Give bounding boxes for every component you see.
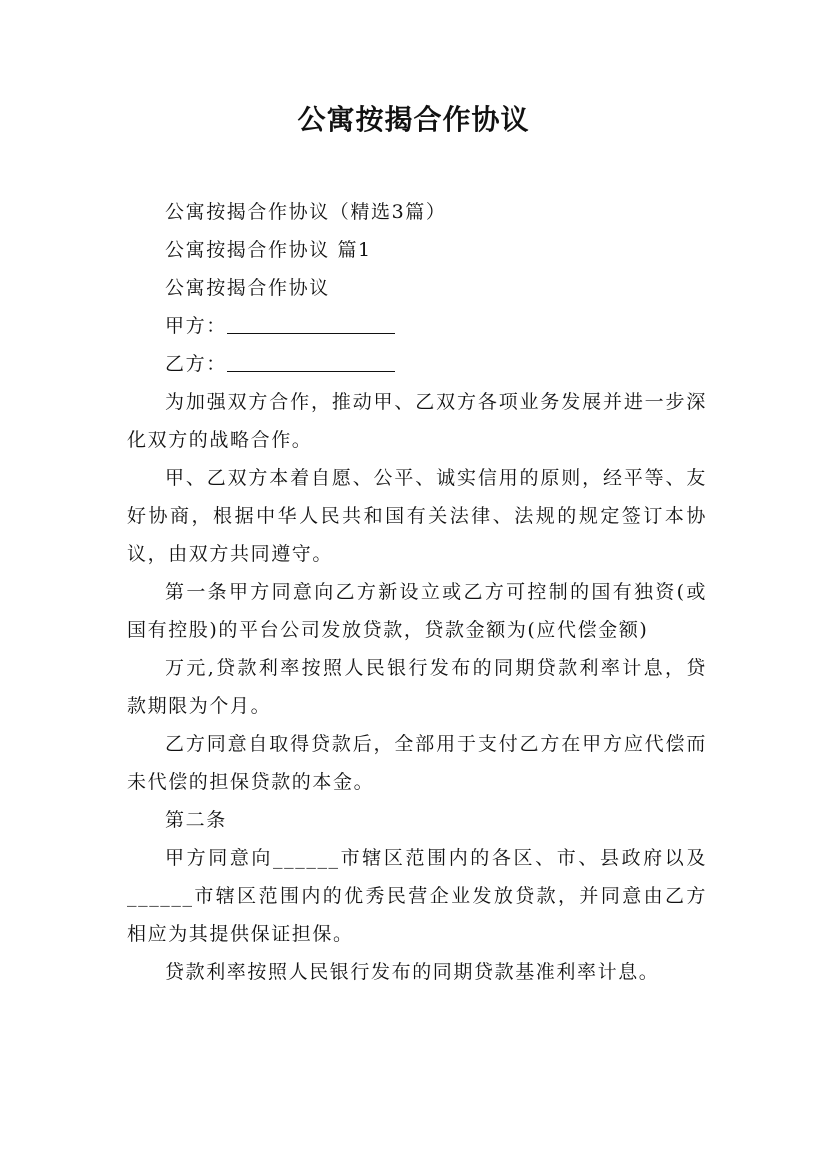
document-title: 公寓按揭合作协议 xyxy=(297,103,530,136)
paragraph-article-2-heading: 第二条 xyxy=(165,809,227,831)
paragraph-loan-use: 乙方同意自取得贷款后，全部用于支付乙方在甲方应代偿而未代偿的担保贷款的本金。 xyxy=(127,733,707,793)
paragraph-agreement-name: 公寓按揭合作协议 xyxy=(165,277,330,299)
paragraph-article-1: 第一条甲方同意向乙方新设立或乙方可控制的国有独资(或国有控股)的平台公司发放贷款，贷款金额为(应代偿金额) xyxy=(127,581,707,641)
party-a-blank xyxy=(227,313,395,334)
paragraph-heading-part-1: 公寓按揭合作协议 篇1 xyxy=(165,239,372,261)
party-b-label: 乙方： xyxy=(165,353,227,375)
paragraph-interest-rate: 贷款利率按照人民银行发布的同期贷款基准利率计息。 xyxy=(165,961,660,983)
party-a-label: 甲方： xyxy=(165,315,227,337)
party-b-blank xyxy=(227,351,395,372)
paragraph-purpose: 为加强双方合作，推动甲、乙双方各项业务发展并进一步深化双方的战略合作。 xyxy=(127,391,707,451)
paragraph-heading-collection: 公寓按揭合作协议（精选3篇） xyxy=(165,201,447,223)
paragraph-principles: 甲、乙双方本着自愿、公平、诚实信用的原则，经平等、友好协商，根据中华人民共和国有关法律、法规的规定签订本协议，由双方共同遵守。 xyxy=(127,467,707,565)
paragraph-article-2: 甲方同意向______市辖区范围内的各区、市、县政府以及______市辖区范围内的优秀民营企业发放贷款，并同意由乙方相应为其提供保证担保。 xyxy=(127,847,707,945)
party-b-line xyxy=(127,345,707,383)
party-a-line xyxy=(127,307,707,345)
document-body xyxy=(127,193,707,991)
paragraph-loan-terms: 万元,贷款利率按照人民银行发布的同期贷款利率计息，贷款期限为个月。 xyxy=(127,657,707,717)
